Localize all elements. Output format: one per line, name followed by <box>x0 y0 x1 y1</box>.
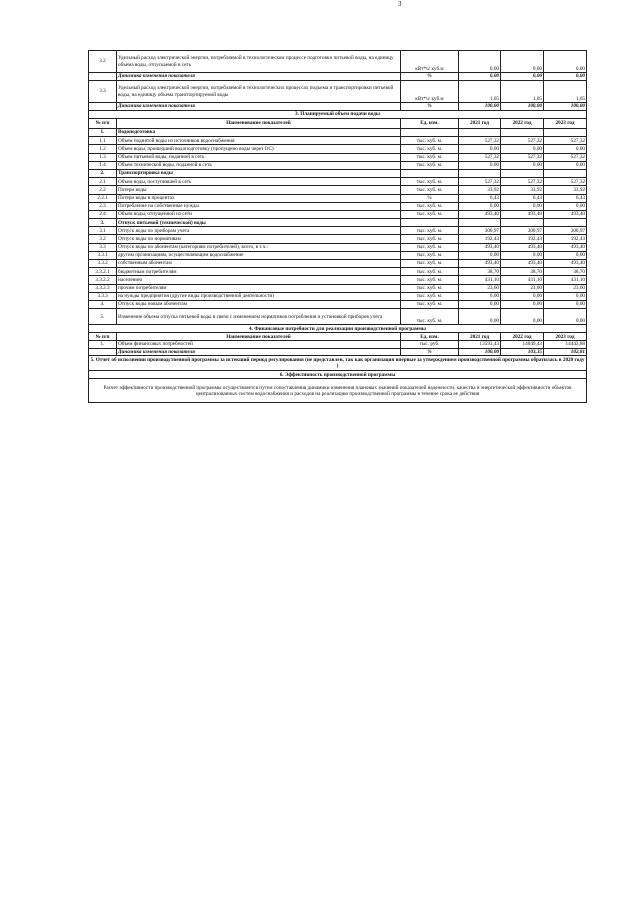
row-name: Динамика изменения показателя <box>117 348 401 356</box>
value-2023: 0,00 <box>544 292 587 300</box>
row-number <box>89 348 117 356</box>
value-2023 <box>544 219 587 227</box>
row-name: Отпуск воды по абонентам (категориям потребителей), всего, в т.ч.: <box>117 243 401 251</box>
col-header-2022: 2022 год <box>501 333 544 341</box>
value-2022: 493,40 <box>501 210 544 218</box>
col-header-2021: 2021 год <box>459 119 501 129</box>
row-unit: тыс. куб. м. <box>401 284 459 292</box>
value-2022: 103,35 <box>501 348 544 356</box>
value-2021: 100,00 <box>459 348 501 356</box>
value-2022: 493,40 <box>501 260 544 268</box>
value-2022 <box>501 129 544 137</box>
col-header-2022: 2022 год <box>501 119 544 129</box>
table-row <box>89 251 587 259</box>
value-2021: 0,00 <box>459 73 501 81</box>
value-2022: 527,32 <box>501 153 544 161</box>
value-2022 <box>501 219 544 227</box>
value-2021 <box>459 129 501 137</box>
value-2023: 0,00 <box>544 145 587 153</box>
table-row <box>89 137 587 145</box>
row-number: 1.3 <box>89 153 117 161</box>
col-header-2023: 2023 год <box>544 333 587 341</box>
row-unit: % <box>401 103 459 111</box>
table-row <box>89 202 587 210</box>
value-2021 <box>459 219 501 227</box>
row-unit <box>401 129 459 137</box>
col-header-num: № п/п <box>89 333 117 341</box>
row-name: на нужды предприятия (другие виды производственной деятельности) <box>117 292 401 300</box>
row-number: 3.2 <box>89 51 117 73</box>
row-name: Отпуск воды по приборам учета <box>117 227 401 235</box>
value-2021: 0,00 <box>459 51 501 73</box>
col-header-unit: Ед. изм. <box>401 333 459 341</box>
value-2023: 493,40 <box>544 210 587 218</box>
col-header-unit: Ед. изм. <box>401 119 459 129</box>
row-number: 3.1 <box>89 227 117 235</box>
section3-rows <box>89 129 587 325</box>
value-2023: 23,60 <box>544 284 587 292</box>
section3-header-row <box>89 119 587 129</box>
table-row <box>89 145 587 153</box>
value-2021 <box>459 169 501 177</box>
table-row <box>89 129 587 137</box>
value-2022: 0,00 <box>501 73 544 81</box>
section3-title: 3. Планируемый объем подачи воды <box>89 111 587 119</box>
value-2022 <box>501 169 544 177</box>
value-2023: 0,00 <box>544 202 587 210</box>
section4-rows <box>89 341 587 356</box>
value-2021: 33,92 <box>459 186 501 194</box>
value-2023: 14443,88 <box>544 341 587 349</box>
table-row <box>89 341 587 349</box>
table-row <box>89 73 587 81</box>
value-2022: 0,00 <box>501 292 544 300</box>
value-2022: 493,40 <box>501 243 544 251</box>
document-sheet <box>88 50 586 403</box>
row-name: Потери воды <box>117 186 401 194</box>
value-2021: 431,10 <box>459 276 501 284</box>
row-name: Динамика изменения показателя <box>117 103 401 111</box>
table-row <box>89 161 587 169</box>
value-2022: 0,00 <box>501 51 544 73</box>
row-name: Объем поднятой воды из источников водоснабжения <box>117 137 401 145</box>
value-2022: 0,00 <box>501 309 544 325</box>
table-row <box>89 227 587 235</box>
col-header-name: Наименование показателей <box>117 119 401 129</box>
table-row <box>89 276 587 284</box>
value-2023: 0,00 <box>544 73 587 81</box>
table-row <box>89 194 587 202</box>
row-unit: тыс. куб. м. <box>401 202 459 210</box>
table-row <box>89 300 587 308</box>
row-unit: % <box>401 194 459 202</box>
row-unit: тыс. куб. м. <box>401 235 459 243</box>
table-row <box>89 235 587 243</box>
section6-title: 6. Эффективность производственной программы <box>89 371 587 379</box>
row-name: Динамика изменения показателя <box>117 73 401 81</box>
row-name: собственным абонентам <box>117 260 401 268</box>
section4 <box>89 325 587 341</box>
row-unit: кВт*ч/ куб.м <box>401 81 459 103</box>
value-2023: 192,43 <box>544 235 587 243</box>
value-2022: 6,43 <box>501 194 544 202</box>
row-name: Удельный расход электрической энергии, потребляемой в технологическом процессе подготовки питьевой воды, на единицу объема воды, отпускаемой в сеть <box>117 51 401 73</box>
row-number: 3.3.3 <box>89 292 117 300</box>
value-2023: 0,00 <box>544 251 587 259</box>
value-2023: 100,00 <box>544 103 587 111</box>
table-row <box>89 309 587 325</box>
section3 <box>89 111 587 129</box>
value-2023: 38,70 <box>544 268 587 276</box>
row-number: 3.3.2 <box>89 260 117 268</box>
col-header-name: Наименование показателей <box>117 333 401 341</box>
row-unit <box>401 219 459 227</box>
col-header-2021: 2021 год <box>459 333 501 341</box>
row-unit: тыс. куб. м. <box>401 260 459 268</box>
row-name: Водоподготовка <box>117 129 401 137</box>
row-number: 3.2 <box>89 235 117 243</box>
row-name: Объем питьевой воды, поданной в сеть <box>117 153 401 161</box>
value-2021: 13593,43 <box>459 341 501 349</box>
row-number: 3.3.2.2 <box>89 276 117 284</box>
row-name: Транспортировка воды <box>117 169 401 177</box>
table-row <box>89 153 587 161</box>
row-name: Потери воды в процентах <box>117 194 401 202</box>
value-2021: 527,32 <box>459 153 501 161</box>
page-number: 3 <box>398 0 402 8</box>
value-2021: 0,00 <box>459 251 501 259</box>
row-unit: тыс. куб. м. <box>401 309 459 325</box>
value-2023: 0,00 <box>544 300 587 308</box>
value-2022: 38,70 <box>501 268 544 276</box>
row-name: бюджетным потребителям <box>117 268 401 276</box>
col-header-2023: 2023 год <box>544 119 587 129</box>
section4-title: 4. Финансовые потребности для реализации производственной программы <box>89 325 587 333</box>
program-table <box>88 50 587 403</box>
row-unit <box>401 169 459 177</box>
table-row <box>89 178 587 186</box>
value-2022: 192,43 <box>501 235 544 243</box>
row-name: Объем воды, поступившей в сеть <box>117 178 401 186</box>
energy-efficiency-rows <box>89 51 587 111</box>
section5-report: 5. Отчет об исполнении производственной программы за истекший период регулирования (не представлен, так как организация впервые за утверждением производственной программы обратилась в 2020 году ) <box>89 356 587 371</box>
row-number: 2.2 <box>89 186 117 194</box>
section4-header-row <box>89 333 587 341</box>
value-2023: 0,00 <box>544 161 587 169</box>
value-2023: 6,43 <box>544 194 587 202</box>
value-2022: 527,32 <box>501 137 544 145</box>
table-row <box>89 348 587 356</box>
col-header-num: № п/п <box>89 119 117 129</box>
table-row <box>89 51 587 73</box>
row-name: Потребление на собственные нужды <box>117 202 401 210</box>
row-number: 2.3 <box>89 202 117 210</box>
row-number: 3.3 <box>89 81 117 103</box>
row-unit: тыс. куб. м. <box>401 227 459 235</box>
row-unit: тыс. куб. м. <box>401 243 459 251</box>
value-2022: 100,00 <box>501 103 544 111</box>
value-2021: 0,00 <box>459 309 501 325</box>
value-2023: 0,00 <box>544 309 587 325</box>
row-name: населению <box>117 276 401 284</box>
row-number: 2.1 <box>89 178 117 186</box>
row-number: 1. <box>89 129 117 137</box>
row-name: Удельный расход электрической энергии, потребляемой в технологических процессах подъема и транспортировки питьевой воды, на единицу объема транспортируемой воды <box>117 81 401 103</box>
value-2021: 493,40 <box>459 243 501 251</box>
row-number: 2.4 <box>89 210 117 218</box>
value-2022: 300,97 <box>501 227 544 235</box>
value-2021: 0,00 <box>459 161 501 169</box>
row-unit: тыс. куб. м. <box>401 153 459 161</box>
row-number: 3.3.2.3 <box>89 284 117 292</box>
row-name: Объем воды, прошедший водоподготовку (пропущено воды через ОС) <box>117 145 401 153</box>
value-2022: 14049,43 <box>501 341 544 349</box>
row-unit: тыс. куб. м. <box>401 210 459 218</box>
row-name: Изменение объема отпуска питьевой воды в связи с изменением нормативов потребления и установкой приборов учета <box>117 309 401 325</box>
value-2022: 1,05 <box>501 81 544 103</box>
row-number: 5. <box>89 309 117 325</box>
row-number: 3.3.1 <box>89 251 117 259</box>
row-name: Объем воды, отпущенной из сети <box>117 210 401 218</box>
row-unit: тыс. куб. м. <box>401 268 459 276</box>
table-row <box>89 284 587 292</box>
value-2022: 0,00 <box>501 202 544 210</box>
row-unit: кВт*ч/ куб.м <box>401 51 459 73</box>
row-name: Отпуск питьевой (технической) воды <box>117 219 401 227</box>
table-row <box>89 268 587 276</box>
value-2021: 493,40 <box>459 210 501 218</box>
row-number: 2.2.1 <box>89 194 117 202</box>
value-2022: 431,10 <box>501 276 544 284</box>
row-unit: тыс. куб. м. <box>401 300 459 308</box>
value-2023 <box>544 169 587 177</box>
table-row <box>89 219 587 227</box>
row-number: 3. <box>89 219 117 227</box>
value-2023: 527,32 <box>544 153 587 161</box>
value-2021: 192,43 <box>459 235 501 243</box>
row-name: Отпуск воды по нормативам <box>117 235 401 243</box>
row-unit: тыс. куб. м. <box>401 161 459 169</box>
value-2023: 0,00 <box>544 51 587 73</box>
value-2023: 102,81 <box>544 348 587 356</box>
row-number: 3.3.2.1 <box>89 268 117 276</box>
row-number <box>89 73 117 81</box>
row-number: 1.1 <box>89 137 117 145</box>
table-row <box>89 292 587 300</box>
row-number: 3.3 <box>89 243 117 251</box>
row-name: другим организациям, осуществляющим водоснабжение <box>117 251 401 259</box>
row-unit: тыс. руб. <box>401 341 459 349</box>
value-2022: 23,60 <box>501 284 544 292</box>
row-unit: тыс. куб. м. <box>401 276 459 284</box>
value-2021: 23,60 <box>459 284 501 292</box>
row-unit: тыс. куб. м. <box>401 178 459 186</box>
value-2021: 1,05 <box>459 81 501 103</box>
value-2021: 0,00 <box>459 300 501 308</box>
value-2021: 0,00 <box>459 292 501 300</box>
section5 <box>89 356 587 403</box>
value-2023: 33,92 <box>544 186 587 194</box>
table-row <box>89 103 587 111</box>
row-number: 4. <box>89 300 117 308</box>
value-2023: 493,40 <box>544 260 587 268</box>
value-2023: 1,05 <box>544 81 587 103</box>
value-2022: 0,00 <box>501 251 544 259</box>
row-number: 1.4 <box>89 161 117 169</box>
value-2021: 100,00 <box>459 103 501 111</box>
value-2021: 527,32 <box>459 137 501 145</box>
value-2023: 300,97 <box>544 227 587 235</box>
value-2023: 431,10 <box>544 276 587 284</box>
value-2021: 0,00 <box>459 202 501 210</box>
row-name: Объем финансовых потребностей <box>117 341 401 349</box>
value-2021: 300,97 <box>459 227 501 235</box>
row-unit: тыс. куб. м. <box>401 145 459 153</box>
value-2021: 38,70 <box>459 268 501 276</box>
value-2022: 0,00 <box>501 300 544 308</box>
row-unit: тыс. куб. м. <box>401 292 459 300</box>
row-number: 1.2 <box>89 145 117 153</box>
value-2021: 6,43 <box>459 194 501 202</box>
section6-text: Расчет эффективности производственной программы осуществляется путем сопоставления динамики изменения плановых значений показателей надежности, качества и энергетической эффективности объектов централизованных систем водоснабжения и расходов на реализацию производственной программы в течение срока ее действия <box>89 379 587 403</box>
row-unit: % <box>401 73 459 81</box>
value-2021: 0,00 <box>459 145 501 153</box>
row-name: Отпуск воды новым абонентам <box>117 300 401 308</box>
table-row <box>89 186 587 194</box>
table-row <box>89 260 587 268</box>
row-unit: тыс. куб. м. <box>401 137 459 145</box>
table-row <box>89 169 587 177</box>
value-2023: 493,40 <box>544 243 587 251</box>
row-unit: % <box>401 348 459 356</box>
row-name: Объем технической воды, поданной в сеть <box>117 161 401 169</box>
value-2023: 527,32 <box>544 137 587 145</box>
row-unit: тыс. куб. м. <box>401 251 459 259</box>
value-2022: 527,32 <box>501 178 544 186</box>
row-unit: тыс. куб. м. <box>401 186 459 194</box>
table-row <box>89 81 587 103</box>
value-2021: 493,40 <box>459 260 501 268</box>
row-number <box>89 103 117 111</box>
value-2022: 0,00 <box>501 161 544 169</box>
table-row <box>89 243 587 251</box>
row-number: 2. <box>89 169 117 177</box>
value-2022: 33,92 <box>501 186 544 194</box>
row-name: прочим потребителям <box>117 284 401 292</box>
value-2023: 527,32 <box>544 178 587 186</box>
value-2023 <box>544 129 587 137</box>
table-row <box>89 210 587 218</box>
row-number: 1. <box>89 341 117 349</box>
value-2021: 527,32 <box>459 178 501 186</box>
value-2022: 0,00 <box>501 145 544 153</box>
